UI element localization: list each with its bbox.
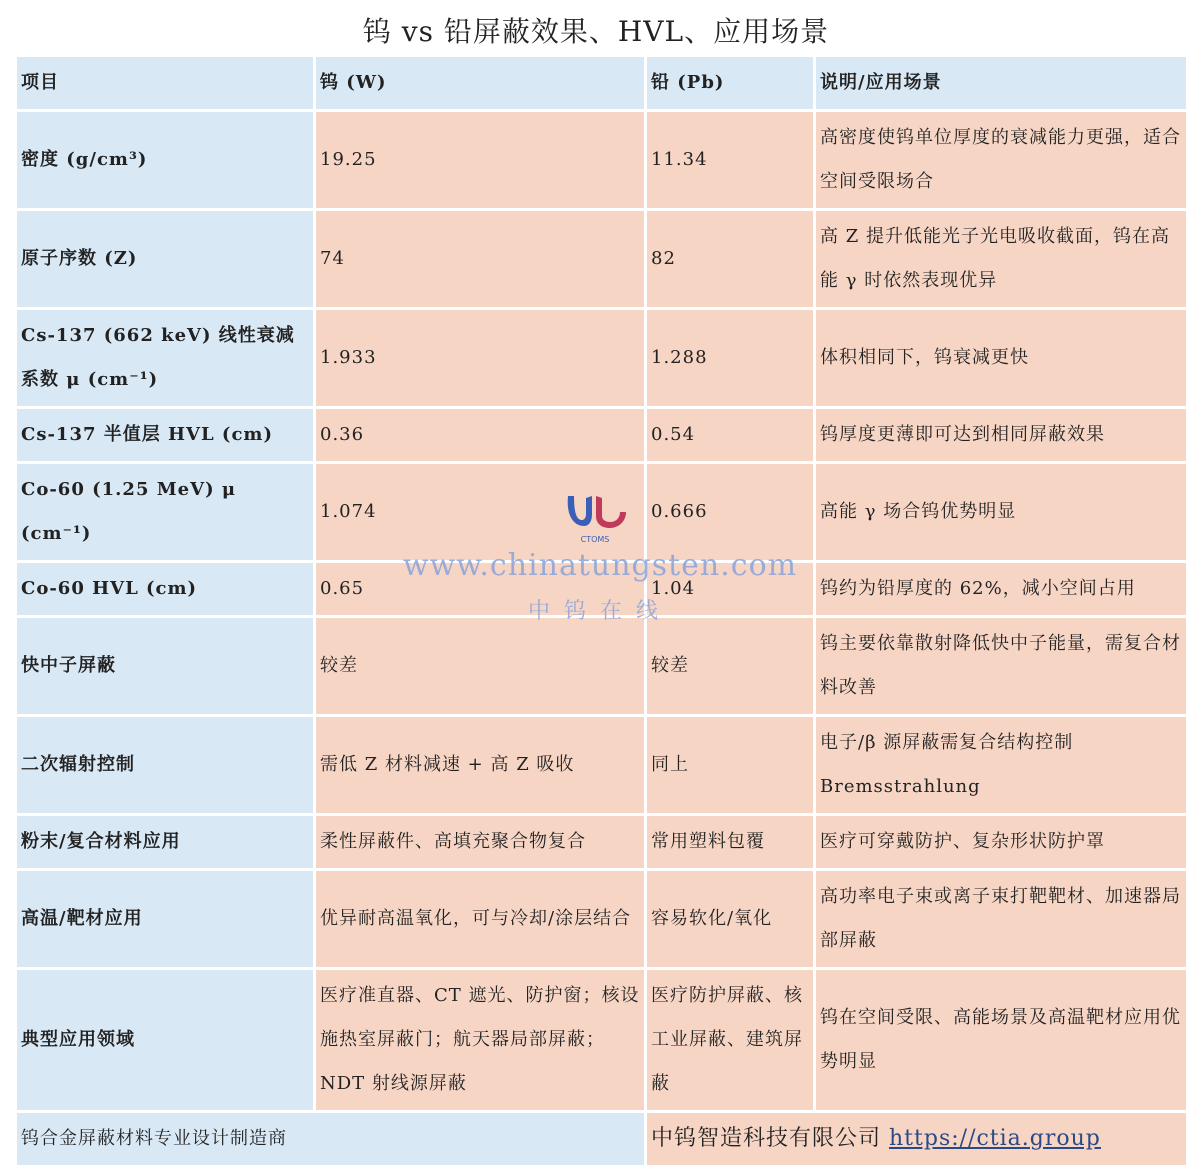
lead-value: 1.288: [647, 310, 813, 406]
company-link[interactable]: https://ctia.group: [889, 1126, 1101, 1151]
tungsten-value: 0.36: [316, 409, 644, 461]
header-row: [17, 57, 1186, 109]
note-value: 钨在空间受限、高能场景及高温靶材应用优势明显: [816, 970, 1186, 1110]
row-label: 二次辐射控制: [17, 717, 313, 813]
company-name: 中钨智造科技有限公司: [651, 1126, 882, 1151]
table-row: [17, 970, 1186, 1110]
header-tungsten: 钨 (W): [316, 57, 644, 109]
row-label: Co-60 (1.25 MeV) μ (cm⁻¹): [17, 464, 313, 560]
table-row: [17, 409, 1186, 461]
watermark-url: www.chinatungsten.com: [402, 548, 798, 583]
tungsten-value: 优异耐高温氧化，可与冷却/涂层结合: [316, 871, 644, 967]
row-label: Cs-137 (662 keV) 线性衰减系数 μ (cm⁻¹): [17, 310, 313, 406]
header-lead: 铅 (Pb): [647, 57, 813, 109]
row-label: 粉末/复合材料应用: [17, 816, 313, 868]
lead-value: 82: [647, 211, 813, 307]
row-label: Cs-137 半值层 HVL (cm): [17, 409, 313, 461]
table-row: [17, 871, 1186, 967]
row-label: Co-60 HVL (cm): [17, 563, 313, 615]
table-row: [17, 717, 1186, 813]
tungsten-value: 0.65: [316, 563, 644, 615]
row-label: 快中子屏蔽: [17, 618, 313, 714]
header-item: 项目: [17, 57, 313, 109]
lead-value: 常用塑料包覆: [647, 816, 813, 868]
tungsten-value: 19.25: [316, 112, 644, 208]
tungsten-value: 74: [316, 211, 644, 307]
watermark-cn: 中钨在线: [527, 599, 672, 624]
lead-value: 1.04: [647, 563, 813, 615]
footer-row: [17, 1113, 1186, 1165]
lead-value: 医疗防护屏蔽、核工业屏蔽、建筑屏蔽: [647, 970, 813, 1110]
table-row: [17, 211, 1186, 307]
logo-text: CTOMS: [580, 535, 610, 544]
note-value: 电子/β 源屏蔽需复合结构控制 Bremsstrahlung: [816, 717, 1186, 813]
tungsten-value: 柔性屏蔽件、高填充聚合物复合: [316, 816, 644, 868]
note-value: 体积相同下，钨衰减更快: [816, 310, 1186, 406]
lead-value: 0.666: [647, 464, 813, 560]
table-row: [17, 310, 1186, 406]
table-row: [17, 464, 1186, 560]
note-value: 钨厚度更薄即可达到相同屏蔽效果: [816, 409, 1186, 461]
note-value: 钨约为铅厚度的 62%，减小空间占用: [816, 563, 1186, 615]
lead-value: 容易软化/氧化: [647, 871, 813, 967]
row-label: 高温/靶材应用: [17, 871, 313, 967]
footer-company: [647, 1113, 1186, 1165]
table-row: [17, 816, 1186, 868]
lead-value: 较差: [647, 618, 813, 714]
tungsten-value: 需低 Z 材料减速 + 高 Z 吸收: [316, 717, 644, 813]
row-label: 原子序数 (Z): [17, 211, 313, 307]
note-value: 医疗可穿戴防护、复杂形状防护罩: [816, 816, 1186, 868]
note-value: 钨主要依靠散射降低快中子能量，需复合材料改善: [816, 618, 1186, 714]
table-row: [17, 112, 1186, 208]
row-label: 密度 (g/cm³): [17, 112, 313, 208]
comparison-table: [14, 54, 1189, 1168]
footer-manufacturer: 钨合金屏蔽材料专业设计制造商: [17, 1113, 644, 1165]
table-row: [17, 618, 1186, 714]
page-title: 钨 vs 铅屏蔽效果、HVL、应用场景: [362, 15, 830, 48]
lead-value: 同上: [647, 717, 813, 813]
note-value: 高能 γ 场合钨优势明显: [816, 464, 1186, 560]
note-value: 高 Z 提升低能光子光电吸收截面，钨在高能 γ 时依然表现优异: [816, 211, 1186, 307]
note-value: 高功率电子束或离子束打靶靶材、加速器局部屏蔽: [816, 871, 1186, 967]
tungsten-value: 1.933: [316, 310, 644, 406]
lead-value: 11.34: [647, 112, 813, 208]
lead-value: 0.54: [647, 409, 813, 461]
tungsten-value: 医疗准直器、CT 遮光、防护窗；核设施热室屏蔽门；航天器局部屏蔽；NDT 射线源屏蔽: [316, 970, 644, 1110]
row-label: 典型应用领域: [17, 970, 313, 1110]
note-value: 高密度使钨单位厚度的衰减能力更强，适合空间受限场合: [816, 112, 1186, 208]
table-row: [17, 563, 1186, 615]
header-note: 说明/应用场景: [816, 57, 1186, 109]
tungsten-value: 较差: [316, 618, 644, 714]
tungsten-value: 1.074: [316, 464, 644, 560]
